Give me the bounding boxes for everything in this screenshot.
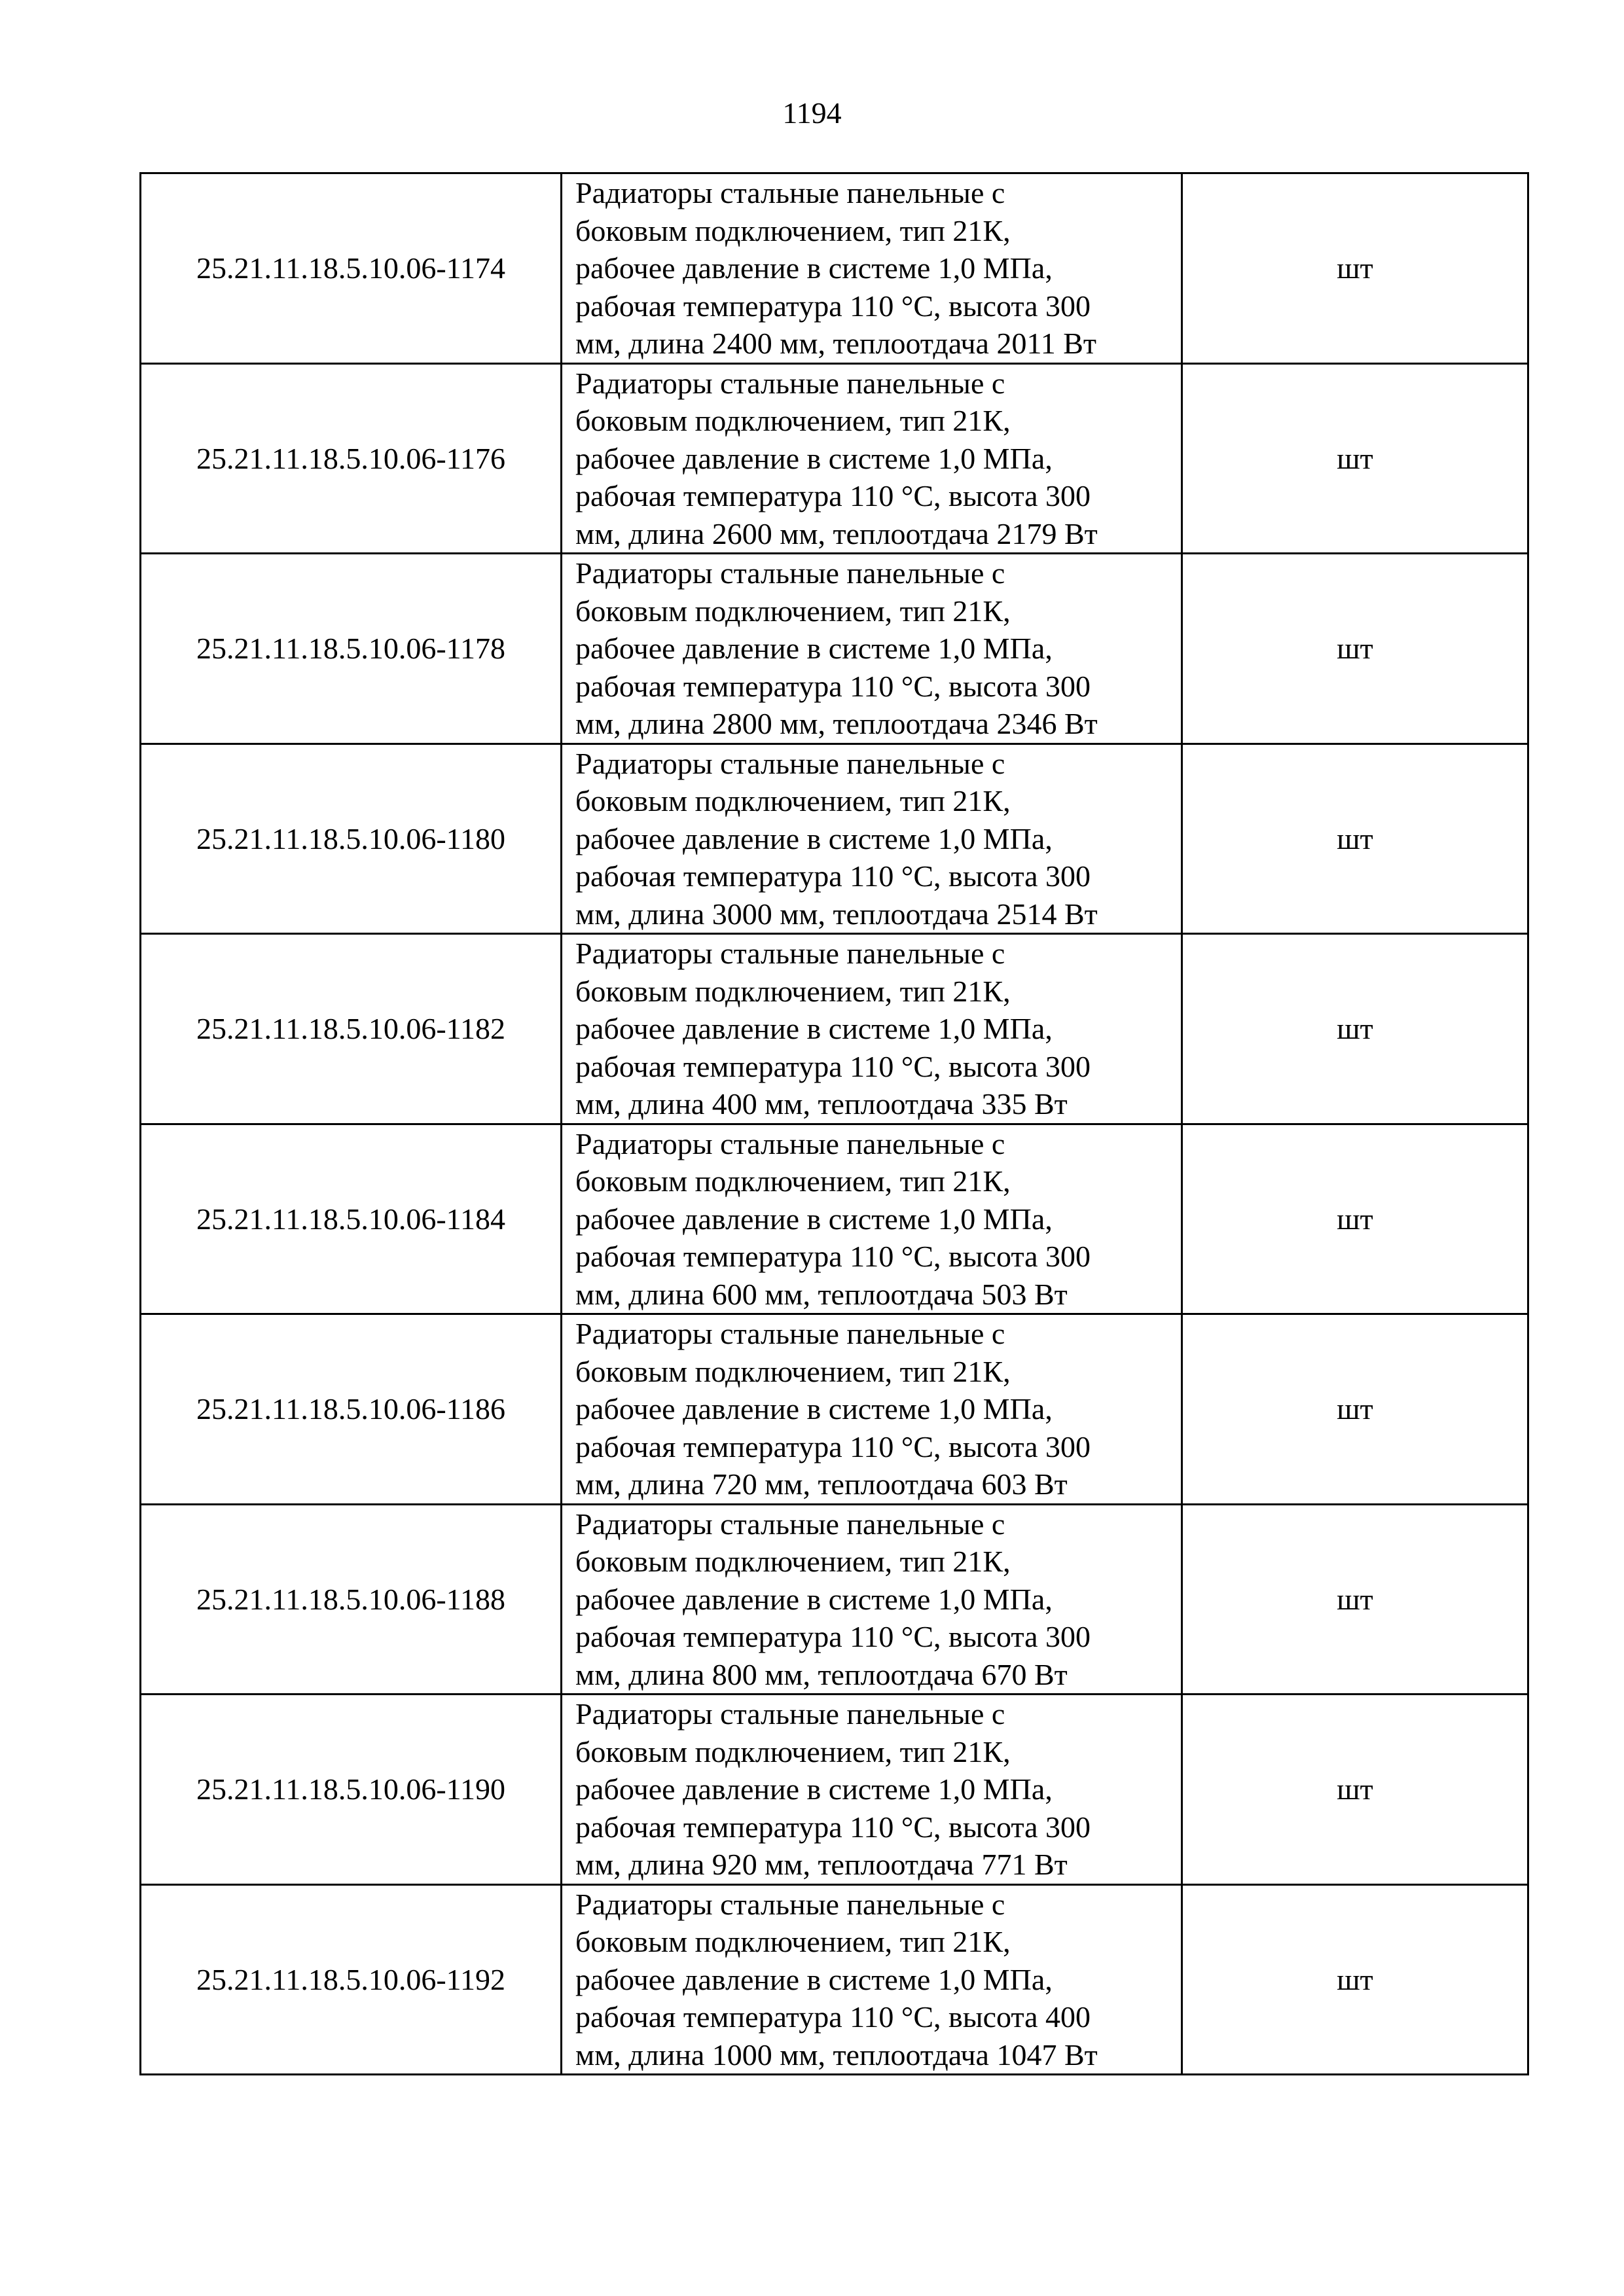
description-line: рабочее давление в системе 1,0 МПа, xyxy=(575,821,1053,855)
item-unit: шт xyxy=(1182,1884,1528,2075)
item-unit: шт xyxy=(1182,744,1528,934)
table-row xyxy=(141,1314,1528,1505)
description-line: рабочая температура 110 °С, высота 300 xyxy=(575,1620,1091,1653)
description-line: Радиаторы стальные панельные с xyxy=(575,1887,1005,1921)
item-code: 25.21.11.18.5.10.06-1190 xyxy=(141,1695,562,1885)
item-description xyxy=(562,934,1182,1124)
item-description xyxy=(562,1695,1182,1885)
item-description xyxy=(562,1314,1182,1505)
description-line: рабочее давление в системе 1,0 МПа, xyxy=(575,1392,1053,1426)
page-number: 1194 xyxy=(782,96,842,130)
table-row xyxy=(141,934,1528,1124)
table-row xyxy=(141,1124,1528,1314)
description-line: боковым подключением, тип 21К, xyxy=(575,1164,1011,1198)
description-line: рабочая температура 110 °С, высота 300 xyxy=(575,859,1091,893)
item-code: 25.21.11.18.5.10.06-1178 xyxy=(141,554,562,744)
description-line: боковым подключением, тип 21К, xyxy=(575,1734,1011,1768)
description-line: мм, длина 920 мм, теплоотдача 771 Вт xyxy=(575,1848,1068,1881)
description-line: Радиаторы стальные панельные с xyxy=(575,1317,1005,1350)
description-line: рабочее давление в системе 1,0 МПа, xyxy=(575,1772,1053,1806)
description-line: боковым подключением, тип 21К, xyxy=(575,1925,1011,1958)
description-line: мм, длина 3000 мм, теплоотдача 2514 Вт xyxy=(575,897,1098,931)
description-line: Радиаторы стальные панельные с xyxy=(575,1126,1005,1160)
item-description xyxy=(562,1884,1182,2075)
description-line: рабочее давление в системе 1,0 МПа, xyxy=(575,251,1053,285)
table-row xyxy=(141,173,1528,364)
description-line: рабочая температура 110 °С, высота 300 xyxy=(575,1049,1091,1083)
description-line: мм, длина 2400 мм, теплоотдача 2011 Вт xyxy=(575,327,1097,360)
description-line: рабочее давление в системе 1,0 МПа, xyxy=(575,441,1053,475)
description-line: мм, длина 600 мм, теплоотдача 503 Вт xyxy=(575,1277,1068,1311)
description-line: боковым подключением, тип 21К, xyxy=(575,1354,1011,1388)
item-code: 25.21.11.18.5.10.06-1174 xyxy=(141,173,562,364)
item-unit: шт xyxy=(1182,363,1528,554)
item-description xyxy=(562,554,1182,744)
description-line: рабочая температура 110 °С, высота 300 xyxy=(575,289,1091,323)
description-line: мм, длина 2600 мм, теплоотдача 2179 Вт xyxy=(575,516,1098,550)
item-description xyxy=(562,1504,1182,1695)
description-line: рабочая температура 110 °С, высота 300 xyxy=(575,1429,1091,1463)
description-line: Радиаторы стальные панельные с xyxy=(575,1697,1005,1731)
description-line: рабочая температура 110 °С, высота 300 xyxy=(575,1240,1091,1273)
description-line: боковым подключением, тип 21К, xyxy=(575,974,1011,1008)
item-unit: шт xyxy=(1182,554,1528,744)
description-line: Радиаторы стальные панельные с xyxy=(575,1507,1005,1541)
table-row xyxy=(141,1884,1528,2075)
item-unit: шт xyxy=(1182,1124,1528,1314)
item-description xyxy=(562,173,1182,364)
description-line: боковым подключением, тип 21К, xyxy=(575,404,1011,437)
item-description xyxy=(562,744,1182,934)
table-row xyxy=(141,744,1528,934)
description-line: рабочее давление в системе 1,0 МПа, xyxy=(575,1012,1053,1045)
description-line: мм, длина 2800 мм, теплоотдача 2346 Вт xyxy=(575,707,1098,740)
table-row xyxy=(141,554,1528,744)
description-line: рабочая температура 110 °С, высота 300 xyxy=(575,1810,1091,1844)
description-line: мм, длина 720 мм, теплоотдача 603 Вт xyxy=(575,1467,1068,1501)
item-code: 25.21.11.18.5.10.06-1182 xyxy=(141,934,562,1124)
description-line: рабочее давление в системе 1,0 МПа, xyxy=(575,1582,1053,1616)
item-code: 25.21.11.18.5.10.06-1192 xyxy=(141,1884,562,2075)
item-code: 25.21.11.18.5.10.06-1188 xyxy=(141,1504,562,1695)
description-line: мм, длина 1000 мм, теплоотдача 1047 Вт xyxy=(575,2037,1098,2072)
item-code: 25.21.11.18.5.10.06-1176 xyxy=(141,363,562,554)
item-unit: шт xyxy=(1182,173,1528,364)
description-line: рабочее давление в системе 1,0 МПа, xyxy=(575,632,1053,665)
table-row xyxy=(141,1695,1528,1885)
description-line: боковым подключением, тип 21К, xyxy=(575,784,1011,817)
description-line: боковым подключением, тип 21К, xyxy=(575,213,1011,247)
item-description xyxy=(562,1124,1182,1314)
description-line: мм, длина 400 мм, теплоотдача 335 Вт xyxy=(575,1087,1068,1121)
item-code: 25.21.11.18.5.10.06-1180 xyxy=(141,744,562,934)
description-line: боковым подключением, тип 21К, xyxy=(575,1545,1011,1578)
item-unit: шт xyxy=(1182,1504,1528,1695)
description-line: Радиаторы стальные панельные с xyxy=(575,556,1005,590)
item-code: 25.21.11.18.5.10.06-1186 xyxy=(141,1314,562,1505)
description-line: мм, длина 800 мм, теплоотдача 670 Вт xyxy=(575,1657,1068,1691)
item-unit: шт xyxy=(1182,934,1528,1124)
description-line: Радиаторы стальные панельные с xyxy=(575,746,1005,780)
item-unit: шт xyxy=(1182,1695,1528,1885)
item-code: 25.21.11.18.5.10.06-1184 xyxy=(141,1124,562,1314)
description-line: рабочая температура 110 °С, высота 300 xyxy=(575,669,1091,703)
description-line: боковым подключением, тип 21К, xyxy=(575,594,1011,628)
description-line: Радиаторы стальные панельные с xyxy=(575,366,1005,400)
items-table xyxy=(139,172,1529,2075)
table-row xyxy=(141,1504,1528,1695)
item-description xyxy=(562,363,1182,554)
item-unit: шт xyxy=(1182,1314,1528,1505)
description-line: рабочая температура 110 °С, высота 400 xyxy=(575,2000,1091,2034)
description-line: рабочее давление в системе 1,0 МПа, xyxy=(575,1962,1053,1996)
description-line: рабочая температура 110 °С, высота 300 xyxy=(575,479,1091,512)
description-line: рабочее давление в системе 1,0 МПа, xyxy=(575,1202,1053,1236)
items-table-body xyxy=(141,173,1528,2075)
table-row xyxy=(141,363,1528,554)
description-line: Радиаторы стальные панельные с xyxy=(575,176,1005,209)
description-line: Радиаторы стальные панельные с xyxy=(575,937,1005,970)
